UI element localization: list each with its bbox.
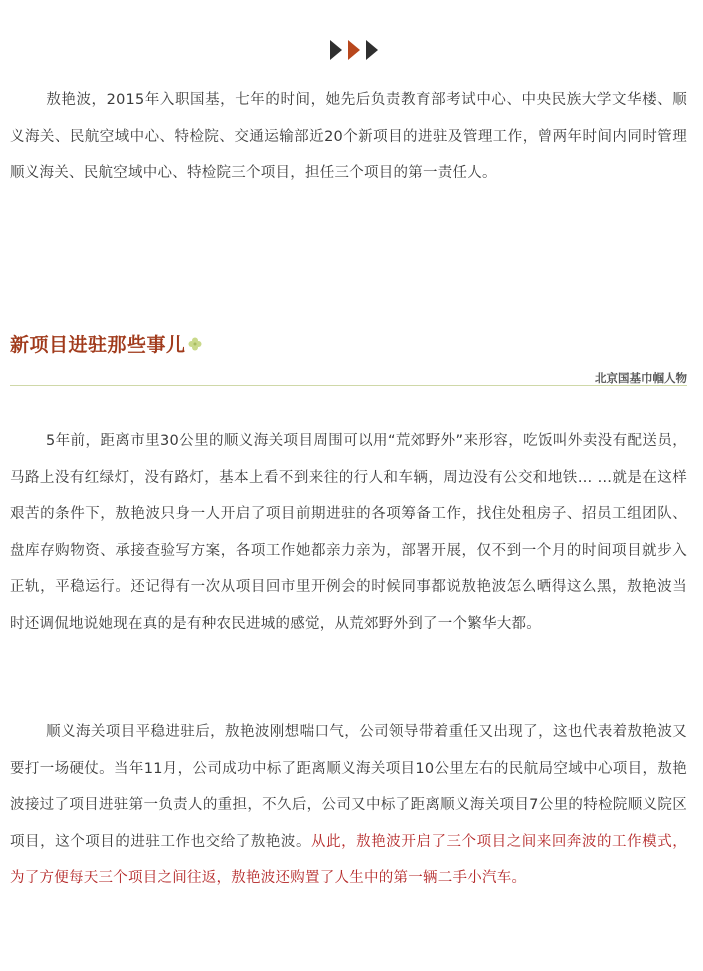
story-paragraph-1 [10,423,687,642]
arrow-icon-left [330,40,342,60]
section-divider-arrows [322,38,382,62]
story-paragraph-2 [10,714,687,897]
story-paragraph-2-highlight: 从此，敖艳波开启了三个项目之间来回奔波的工作模式，为了方便每天三个项目之间往返，敖艳波还购置了人生中的第一辆二手小汽车。 [10,833,688,886]
section-title-text: 新项目进驻那些事儿 [10,334,186,356]
section-divider-line [10,385,687,386]
intro-text: 敖艳波，2015年入职国基，七年的时间，她先后负责教育部考试中心、中央民族大学文华楼、顺义海关、民航空域中心、特检院、交通运输部近20个新项目的进驻及管理工作，曾两年时间内同时管理顺义海关、民航空域中心、特检院三个项目，担任三个项目的第一责任人。 [10,92,687,181]
arrow-icon-center [348,40,360,60]
intro-paragraph [10,82,687,192]
story-paragraph-1-text: 5年前，距离市里30公里的顺义海关项目周围可以用“荒郊野外”来形容，吃饭叫外卖没有配送员，马路上没有红绿灯，没有路灯，基本上看不到来往的行人和车辆，周边没有公交和地铁… …就是在这样艰苦的条件下，敖艳波只身一人开启了项目前期进驻的各项筹备工作，找住处租房子、招员工组团队、盘库存购物资、承接查验写方案，各项工作她都亲力亲为，部署开展，仅不到一个月的时间项目就步入正轨，平稳运行。还记得有一次从项目回市里开例会的时候同事都说敖艳波怎么晒得这么黑，敖艳波当时还调侃地说她现在真的是有种农民进城的感觉，从荒郊野外到了一个繁华大都。 [10,433,687,632]
arrow-icon-right [366,40,378,60]
clover-icon [188,337,202,351]
byline: 北京国基巾帼人物 [595,371,687,385]
section-title [10,330,202,357]
story-paragraph-2-text: 顺义海关项目平稳进驻后，敖艳波刚想喘口气，公司领导带着重任又出现了，这也代表着敖艳波又要打一场硬仗。当年11月，公司成功中标了距离顺义海关项目10公里左右的民航局空域中心项目，敖艳波接过了项目进驻第一负责人的重担，不久后，公司又中标了距离顺义海关项目7公里的特检院顺义院区项目，这个项目的进驻工作也交给了敖艳波。 [10,724,687,850]
